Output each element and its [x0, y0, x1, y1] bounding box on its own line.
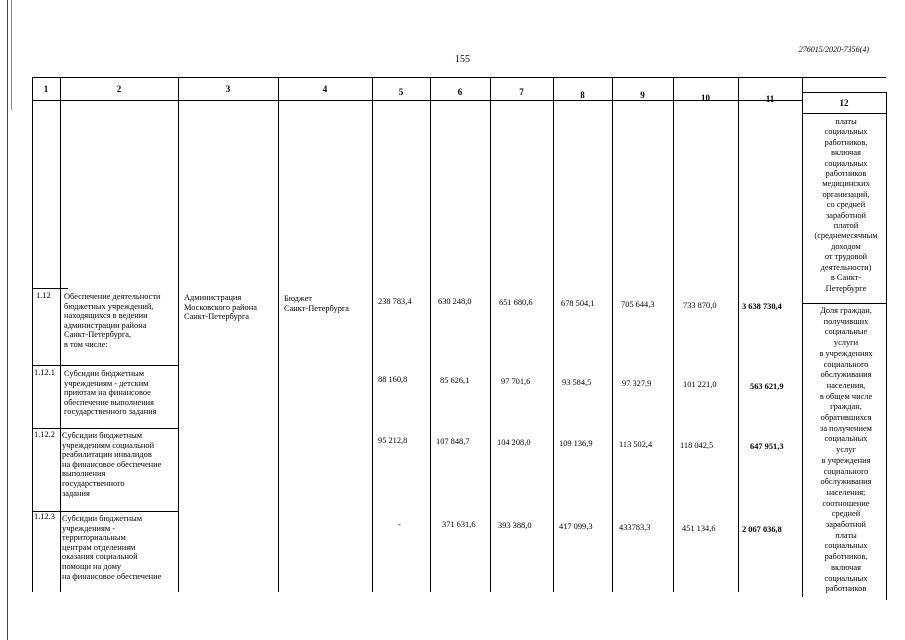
value-cell: 630 248,0: [438, 297, 472, 306]
value-cell: 238 783,4: [378, 297, 412, 306]
col-border: [430, 77, 431, 592]
executor-cell: Администрация Московского района Санкт-Петербурга: [184, 293, 257, 322]
header-bottom-border-col12: [802, 113, 886, 114]
row-number: 1.12.3: [34, 512, 55, 521]
column-header: 4: [322, 84, 328, 94]
document-id: 276015/2020-7356(4): [798, 45, 869, 54]
value-cell: 451 134,6: [682, 524, 716, 533]
col-border: [553, 77, 554, 592]
value-cell: 651 680,6: [499, 298, 533, 307]
col-border: [738, 77, 739, 592]
value-cell: 371 631,6: [442, 520, 476, 529]
column-header: 11: [765, 94, 775, 104]
col-border: [886, 92, 887, 600]
value-cell: 118 042,5: [680, 441, 714, 450]
value-cell: 88 160,8: [378, 375, 408, 384]
column-header: 8: [580, 90, 585, 100]
row-divider: [32, 365, 178, 366]
value-cell: 95 212,8: [378, 436, 408, 445]
value-cell: 93 584,5: [562, 378, 592, 387]
column-header: 5: [398, 87, 404, 97]
value-cell: 109 136,9: [559, 439, 593, 448]
row-name: Субсидии бюджетным учреждениям - территориальным центрам отделениям оказания социальной помощи на дому на финансовое обеспечение: [62, 514, 162, 581]
col-border: [32, 77, 33, 592]
col-border: [490, 77, 491, 592]
column-header: 1: [43, 84, 49, 94]
total-cell: 3 638 730,4: [742, 302, 782, 311]
row-name: Субсидии бюджетным учреждениям социальной реабилитации инвалидов на финансовое обеспечение выполнения государственного задания: [62, 431, 162, 498]
value-cell: -: [398, 520, 401, 529]
col-border: [278, 77, 279, 592]
col12-indicator: Доля граждан, получивших социальные услуги в учреждениях социального обслуживания населения, в общем числе граждан, обратившихся за получением социальных услуг в учреждения социального обслуживания населения; соотношение средней заработной платы социальных работников, включая социальных работников: [819, 306, 873, 594]
value-cell: 85 626,1: [440, 376, 470, 385]
column-header: 7: [519, 87, 524, 97]
row-divider: [32, 288, 68, 289]
total-cell: 563 621,9: [750, 382, 784, 391]
col12-top-border: [802, 92, 886, 93]
col-border: [673, 77, 674, 592]
value-cell: 97 327,9: [622, 379, 652, 388]
value-cell: 101 221,0: [683, 380, 717, 389]
value-cell: 733 870,0: [683, 301, 717, 310]
row-number: 1.12.2: [34, 430, 55, 439]
row-number: 1.12.1: [34, 368, 55, 377]
value-cell: 417 099,3: [559, 522, 593, 531]
col-border: [612, 77, 613, 592]
total-cell: 2 067 036,8: [742, 525, 782, 534]
binding-edge-line: [7, 0, 8, 640]
table-top-border: [32, 77, 886, 78]
row-name: Субсидии бюджетным учреждениям - детским приютам на финансовое обеспечение выполнения государственного задания: [64, 369, 157, 417]
column-header: 2: [116, 84, 122, 94]
value-cell: 104 208,0: [497, 438, 531, 447]
value-cell: 705 644,3: [621, 300, 655, 309]
column-header: 3: [225, 84, 231, 94]
value-cell: 393 388,0: [498, 521, 532, 530]
col-border: [802, 77, 803, 597]
value-cell: 97 701,6: [501, 377, 531, 386]
col-border: [60, 77, 61, 592]
col-border: [178, 77, 179, 592]
col-border: [372, 77, 373, 592]
row-name: Обеспечение деятельности бюджетных учреждений, находящихся в ведении администрации района Санкт-Петербурга, в том числе:: [64, 292, 161, 349]
row-divider: [32, 428, 178, 429]
value-cell: 678 504,1: [561, 299, 595, 308]
column-header: 10: [701, 93, 710, 103]
col12-continuation: платы социальных работников, включая социальных работников медицинских организаций, со средней заработной платой (среднемесячным доходом от трудовой деятельности) в Санкт- Петербурге: [814, 117, 878, 293]
value-cell: 433783,3: [619, 523, 651, 532]
page-number: 155: [455, 54, 470, 65]
row-number: 1.12: [36, 291, 51, 300]
value-cell: 113 502,4: [619, 440, 653, 449]
binding-edge-line: [11, 0, 12, 110]
total-cell: 647 951,3: [750, 442, 784, 451]
column-header: 9: [640, 90, 645, 100]
column-header: 6: [457, 87, 463, 97]
col12-divider: [802, 303, 886, 304]
value-cell: 107 848,7: [436, 437, 470, 446]
funding-source-cell: Бюджет Санкт-Петербурга: [284, 294, 349, 313]
column-header: 12: [839, 98, 849, 108]
